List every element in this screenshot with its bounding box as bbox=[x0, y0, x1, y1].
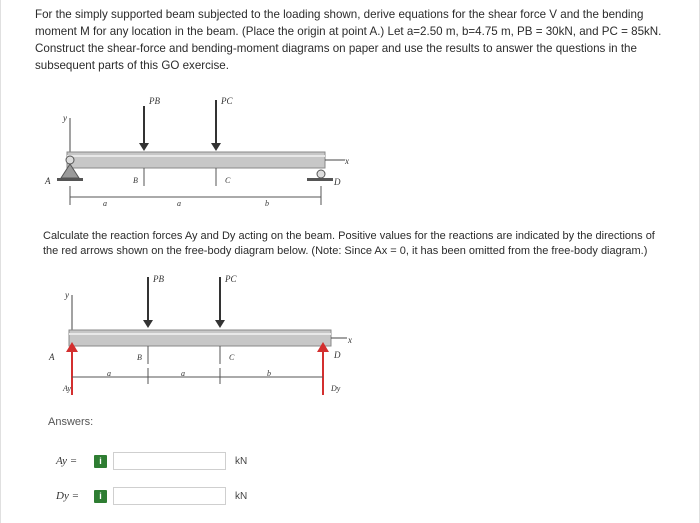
figure-loaded-beam bbox=[44, 96, 349, 208]
ay-info-button[interactable]: i bbox=[94, 455, 107, 468]
fbd-dim-a-1: a bbox=[107, 369, 111, 378]
fbd-point-a-label: A bbox=[49, 352, 55, 362]
dy-answer-input[interactable] bbox=[113, 487, 226, 505]
fbd-dim-a-2: a bbox=[181, 369, 185, 378]
beam bbox=[67, 152, 325, 168]
fbd-point-c-label: C bbox=[229, 353, 235, 362]
roller-support-d bbox=[317, 170, 325, 178]
dim-b: b bbox=[265, 199, 269, 208]
fbd-dim-b: b bbox=[267, 369, 271, 378]
beam-figures bbox=[1, 0, 700, 523]
figure-free-body-diagram bbox=[48, 274, 352, 395]
fbd-pc-label: PC bbox=[225, 274, 237, 284]
point-a-label: A bbox=[45, 176, 51, 186]
y-axis-label: y bbox=[63, 113, 67, 123]
point-d-label: D bbox=[334, 177, 341, 187]
dy-info-button[interactable]: i bbox=[94, 490, 107, 503]
dy-label: Dy bbox=[331, 384, 341, 393]
dim-a-1: a bbox=[103, 199, 107, 208]
pin-support-a bbox=[66, 156, 74, 164]
fbd-x-axis-label: x bbox=[348, 335, 352, 345]
point-b-label: B bbox=[133, 176, 138, 185]
answer-row-ay bbox=[56, 450, 247, 472]
instruction-text: Calculate the reaction forces Ay and Dy acting on the beam. Positive values for the reactions are indicated by the directions of the red arrows shown on the free-body diagram below. (Note: Since Ax = 0, it has been omitted from the free-body diagram.) bbox=[43, 230, 655, 257]
pc-label: PC bbox=[221, 96, 233, 106]
pb-label: PB bbox=[149, 96, 160, 106]
point-c-label: C bbox=[225, 176, 231, 185]
dim-a-2: a bbox=[177, 199, 181, 208]
fbd-pb-label: PB bbox=[153, 274, 164, 284]
fbd-y-axis-label: y bbox=[65, 290, 69, 300]
answer-row-dy bbox=[56, 485, 247, 507]
answers-label: Answers: bbox=[48, 416, 94, 428]
problem-statement: For the simply supported beam subjected to the loading shown, derive equations for the shear force V and the bending moment M for any location in the beam. (Place the origin at point A.) Let a=2.50 m, b=4.75 m, PB = 30kN, and PC = 85kN. Construct the shear-force and bending-moment diagrams on paper and use the results to answer the questions in the subsequent parts of this GO exercise. bbox=[35, 8, 662, 72]
ay-unit-label: kN bbox=[235, 455, 248, 467]
dy-variable-label: Dy = bbox=[56, 490, 79, 502]
ay-variable-label: Ay = bbox=[56, 455, 78, 467]
ay-label: Ay bbox=[63, 384, 71, 393]
fbd-point-b-label: B bbox=[137, 353, 142, 362]
dy-unit-label: kN bbox=[235, 490, 248, 502]
ay-answer-input[interactable] bbox=[113, 452, 226, 470]
fbd-beam bbox=[69, 330, 331, 346]
fbd-point-d-label: D bbox=[334, 350, 341, 360]
x-axis-label: x bbox=[345, 156, 349, 166]
